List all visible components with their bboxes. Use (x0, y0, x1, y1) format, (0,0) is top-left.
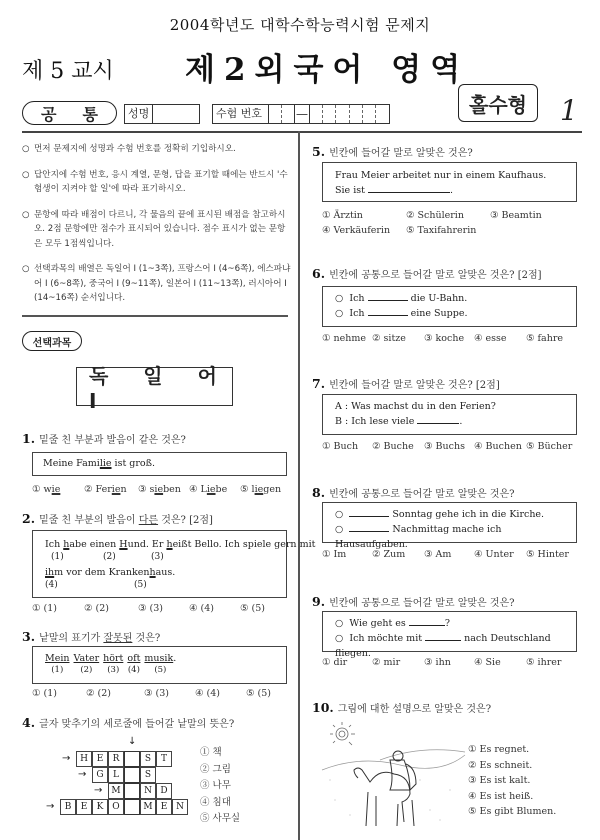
crossword-cell: R (108, 751, 124, 767)
camel-desert-illustration (320, 720, 470, 830)
choice[interactable]: ① nehme (322, 333, 367, 344)
choice[interactable]: ① (1) (32, 603, 57, 614)
choice[interactable]: ④ Verkäuferin (322, 225, 391, 236)
arrow-right-icon: → (78, 769, 87, 780)
choice[interactable]: ③ 나무 (200, 780, 231, 791)
crossword-key-cell (124, 751, 140, 767)
choice[interactable]: ⑤ ihrer (526, 657, 562, 668)
choice[interactable]: ⑤ Hinter (526, 549, 569, 560)
question-2-choices (32, 603, 265, 614)
word-5: musik. (5) (144, 653, 177, 675)
word-2: Vater (2) (73, 653, 100, 675)
word-1: Mein (1) (45, 653, 70, 675)
crossword-cell: S (140, 767, 156, 783)
choice[interactable]: ③ (3) (144, 688, 169, 699)
crossword-cell: M (108, 783, 124, 799)
question-9-choices (322, 657, 561, 668)
crossword-cell: B (60, 799, 76, 815)
bullet-icon: ○ (22, 169, 30, 180)
answer-blank (425, 631, 461, 641)
choice[interactable]: ⑤ (5) (246, 688, 271, 699)
section-title: 제2외국어 영역 (185, 52, 470, 88)
question-1-choices (32, 484, 300, 495)
exam-number-digit[interactable] (376, 105, 389, 123)
booklet-type-badge: 홀수형 (458, 84, 538, 122)
answer-blank (349, 507, 389, 517)
question-2-title: 2. 밑줄 친 부분의 발음이 다른 것은? [2점] (22, 511, 213, 526)
choice[interactable]: ⑤ Bücher (526, 441, 573, 452)
question-4-title: 4. 글자 맞추기의 세로줄에 들어갈 낱말의 뜻은? (22, 715, 235, 730)
choice[interactable]: ① wie (32, 484, 61, 495)
exam-title: 2004학년도 대학수학능력시험 문제지 (169, 16, 431, 34)
question-8-box: ○ Sonntag gehe ich in die Kirche. ○ Nachmittag mache ich Hausaufgaben. (322, 502, 577, 543)
choice[interactable]: ④ (4) (189, 603, 214, 614)
notes-divider (22, 315, 288, 317)
choice[interactable]: ③ (3) (138, 603, 163, 614)
exam-number-digit[interactable] (269, 105, 282, 123)
choice[interactable]: ④ Sie (474, 657, 501, 668)
arrow-right-icon: → (62, 753, 71, 764)
exam-number-digit[interactable] (282, 105, 295, 123)
bullet-icon: ○ (22, 264, 30, 274)
crossword-cell: D (156, 783, 172, 799)
bullet-icon: ○ (22, 144, 30, 154)
instruction-item: ○ 문항에 따라 배점이 다르니, 각 물음의 끝에 표시된 배점을 참고하시오. 2점 문항에만 점수가 표시되어 있습니다. 점수 표시가 없는 문항은 모두 1점씩입니다. (22, 208, 292, 252)
arrow-right-icon: → (46, 801, 55, 812)
crossword-cell: T (156, 751, 172, 767)
choice[interactable]: ② (2) (86, 688, 111, 699)
choice[interactable]: ④ 침대 (200, 796, 231, 808)
question-6-box: ○ Ich die U-Bahn. ○ Ich eine Suppe. (322, 286, 577, 327)
choice[interactable]: ⑤ (5) (240, 603, 265, 614)
choice[interactable]: ② mir (372, 657, 401, 668)
crossword-cell: O (108, 799, 124, 815)
bullet-icon: ○ (335, 293, 344, 304)
choice[interactable]: ⑤ fahre (526, 333, 563, 344)
question-5-choices (322, 208, 542, 238)
choice[interactable]: ② Ferien (84, 484, 127, 495)
crossword-cell: K (92, 799, 108, 815)
choice[interactable]: ② Zum (372, 549, 406, 560)
subject-title: 독 일 어 I (76, 367, 233, 406)
question-10-title: 10. 그림에 대한 설명으로 알맞은 것은? (312, 700, 492, 715)
answer-blank (409, 616, 445, 626)
choice[interactable]: ② Schülerin (406, 210, 464, 221)
instruction-item: ○ 선택과목의 배열은 독일어 I (1~3쪽), 프랑스어 I (4~6쪽), 에스파냐어 I (6~8쪽), 중국어 I (9~11쪽), 일본어 I (11~13쪽), 러시아어 I (14~16쪽) 순서입니다. (22, 262, 292, 306)
crossword-cell: G (92, 767, 108, 783)
answer-blank (368, 306, 408, 316)
sun-icon (330, 722, 355, 745)
choice[interactable]: ④ (4) (195, 688, 220, 699)
crossword-cell: N (140, 783, 156, 799)
exam-number-label: 수험 번호 (213, 105, 269, 123)
question-2-line-2: ihm vor dem Krankenhaus. (45, 567, 176, 578)
choice[interactable]: ④ Unter (474, 549, 514, 560)
page-number: 1 (560, 94, 578, 127)
elective-label: 선택과목 (22, 331, 82, 351)
crossword-cell: M (140, 799, 156, 815)
instructions (22, 142, 292, 317)
crossword-key-cell (124, 767, 140, 783)
bullet-icon: ○ (335, 524, 344, 535)
question-1-box: Meine Familie ist groß. (32, 452, 287, 476)
answer-blank (368, 183, 450, 193)
choice[interactable]: ③ Beamtin (490, 210, 542, 221)
crossword-cell: E (92, 751, 108, 767)
word-4: oft (4) (127, 653, 141, 675)
bullet-icon: ○ (335, 308, 344, 319)
header-divider (22, 131, 582, 133)
choice[interactable]: ② sitze (372, 333, 406, 344)
exam-number-digit[interactable] (350, 105, 363, 123)
word-3: hört (3) (103, 653, 124, 675)
choice[interactable]: ⑤ Es gibt Blumen. (468, 806, 557, 817)
choice[interactable]: ① Ärztin (322, 210, 363, 221)
arrow-right-icon: → (94, 785, 103, 796)
name-label: 성명 (125, 105, 153, 123)
question-9-title: 9. 빈칸에 공통으로 들어갈 말로 알맞은 것은? (312, 594, 515, 609)
question-2-line-1: Ich habe einen Hund. Er heißt Bello. Ich spiele gern mit (45, 539, 316, 550)
question-7-choices (322, 441, 572, 452)
choice[interactable]: ④ Es ist heiß. (468, 790, 534, 802)
question-6-choices (322, 333, 563, 344)
choice[interactable]: ② Buche (372, 441, 414, 452)
choice[interactable]: ③ koche (424, 333, 465, 344)
crossword-cell: E (156, 799, 172, 815)
crossword-cell: S (140, 751, 156, 767)
choice[interactable]: ⑤ liegen (240, 484, 282, 495)
instruction-item: ○ 답안지에 수험 번호, 응시 계열, 문형, 답을 표기할 때에는 반드시 '수험생이 지켜야 할 일'에 따라 표기하시오. (22, 168, 292, 197)
label-3: (3) (151, 552, 164, 562)
name-input[interactable] (153, 105, 199, 123)
choice[interactable]: ③ Am (424, 549, 452, 560)
common-badge-left: 공 (41, 104, 57, 124)
choice[interactable]: ③ Buchs (424, 441, 465, 452)
question-9-box: ○ Wie geht es ? ○ Ich möchte mit nach Deutschland fliegen. (322, 611, 577, 652)
arrow-down-icon: ↓ (128, 736, 137, 747)
exam-number-digit[interactable] (323, 105, 336, 123)
name-field[interactable] (124, 104, 200, 124)
question-8-choices (322, 549, 569, 560)
question-3-box (32, 646, 287, 684)
exam-number-field[interactable] (212, 104, 390, 124)
question-6-title: 6. 빈칸에 공통으로 들어갈 말로 알맞은 것은? [2점] (312, 266, 542, 281)
speaker-b: B : (335, 416, 349, 427)
choice[interactable]: ① Im (322, 549, 347, 560)
choice[interactable]: ② Es schneit. (468, 759, 533, 771)
rider-icon (390, 751, 416, 790)
choice[interactable]: ④ Liebe (189, 484, 228, 495)
label-5: (5) (134, 580, 147, 590)
answer-blank (368, 291, 408, 301)
exam-number-digit[interactable] (310, 105, 323, 123)
crossword-cell: H (76, 751, 92, 767)
speaker-a: A : (335, 401, 349, 412)
choice[interactable]: ③ sieben (138, 484, 181, 495)
crossword-key-cell (124, 799, 140, 815)
question-7-box: A : Was machst du in den Ferien? B : Ich lese viele . (322, 394, 577, 435)
question-3-title: 3. 낱말의 표기가 잘못된 것은? (22, 629, 161, 644)
bullet-icon: ○ (335, 633, 344, 644)
label-4: (4) (45, 580, 58, 590)
crossword-key-cell (124, 783, 140, 799)
choice[interactable]: ① Buch (322, 441, 359, 452)
exam-number-digit[interactable] (336, 105, 349, 123)
choice[interactable]: ② 그림 (200, 763, 231, 775)
choice[interactable]: ② (2) (84, 603, 109, 614)
question-1-title: 1. 밑줄 친 부분과 발음이 같은 것은? (22, 431, 186, 446)
camel-icon (354, 768, 414, 826)
choice[interactable]: ③ Es ist kalt. (468, 775, 531, 786)
label-1: (1) (51, 552, 64, 562)
choice[interactable]: ⑤ 사무실 (200, 813, 241, 824)
session-label: 제 5 교시 (22, 59, 114, 84)
choice[interactable]: ⑤ Taxifahrerin (406, 225, 477, 236)
question-5-title: 5. 빈칸에 들어갈 말로 알맞은 것은? (312, 144, 473, 159)
choice[interactable]: ③ ihn (424, 657, 451, 668)
choice[interactable]: ① (1) (32, 688, 57, 699)
crossword-cell: N (172, 799, 188, 815)
question-7-title: 7. 빈칸에 들어갈 말로 알맞은 것은? [2점] (312, 376, 500, 391)
choice[interactable]: ④ Buchen (474, 441, 522, 452)
exam-number-dash: — (295, 105, 310, 123)
exam-number-digit[interactable] (363, 105, 376, 123)
answer-blank (349, 522, 389, 532)
common-badge-right: 통 (82, 104, 98, 124)
instruction-item: ○ 먼저 문제지에 성명과 수험 번호를 정확히 기입하시오. (22, 142, 292, 157)
choice[interactable]: ① 책 (200, 747, 222, 758)
label-2: (2) (103, 552, 116, 562)
question-10-choices (468, 742, 556, 820)
crossword-cell: L (108, 767, 124, 783)
bullet-icon: ○ (22, 209, 30, 220)
question-4-choices (200, 745, 240, 828)
bullet-icon: ○ (335, 509, 344, 520)
bullet-icon: ○ (335, 618, 344, 629)
answer-blank (417, 414, 459, 424)
question-5-box: Frau Meier arbeitet nur in einem Kaufhaus. Sie ist . (322, 162, 577, 202)
question-2-box (32, 530, 316, 598)
choice[interactable]: ④ esse (474, 333, 507, 344)
crossword-cell: E (76, 799, 92, 815)
choice[interactable]: ① dir (322, 657, 348, 668)
question-3-choices (32, 688, 271, 699)
choice[interactable]: ① Es regnet. (468, 744, 530, 755)
question-8-title: 8. 빈칸에 공통으로 들어갈 말로 알맞은 것은? (312, 485, 515, 500)
common-badge (22, 101, 117, 125)
